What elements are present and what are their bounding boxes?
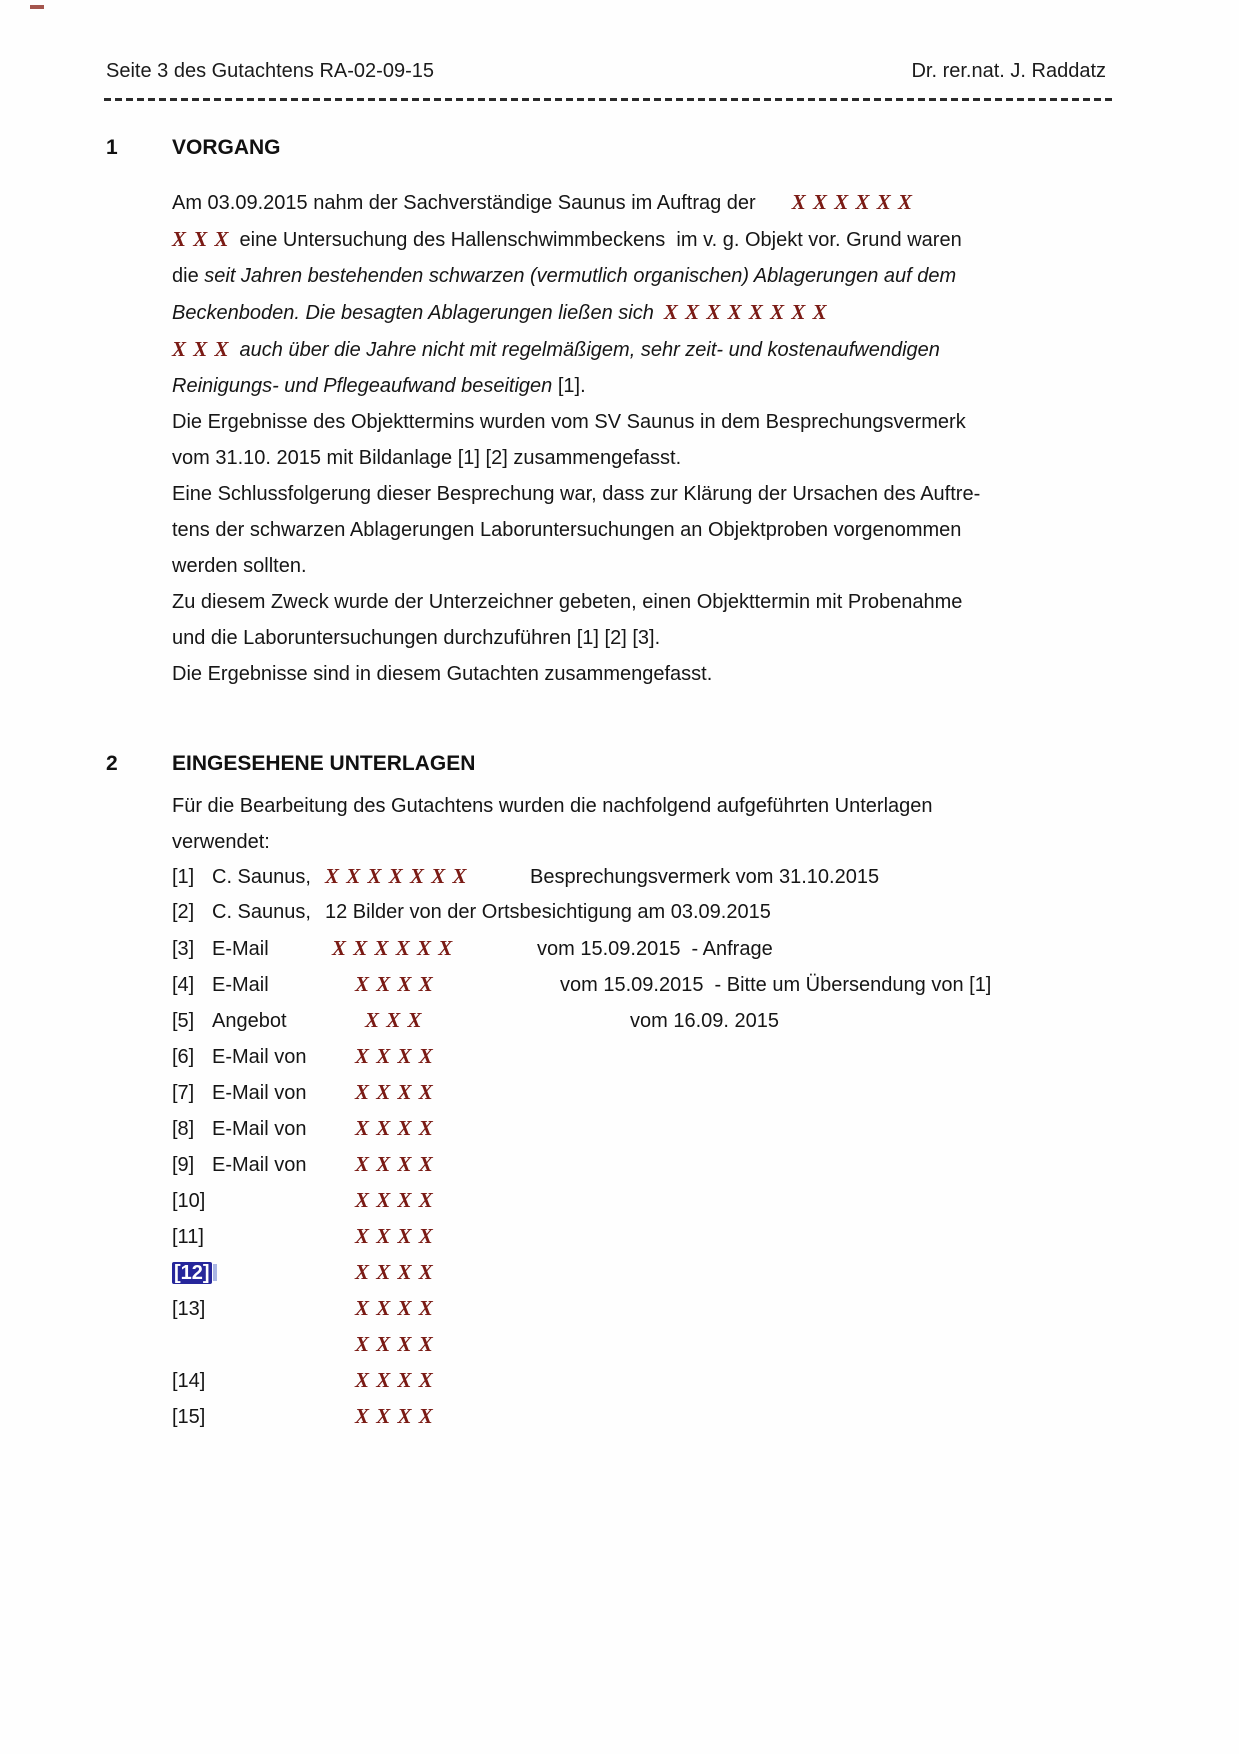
list-label: C. Saunus, [212,901,311,923]
list-ref: [10] [172,1190,206,1212]
list-ref: [1] [172,866,195,888]
list-ref: [11] [172,1226,204,1248]
list-label: E-Mail [212,974,269,996]
list-item [172,930,1072,966]
list-item [172,1146,1072,1182]
redaction: X X X X [355,1080,434,1104]
text-run-italic: auch über die Jahre nicht mit regelmäßigem, sehr zeit- und kostenaufwendigen [239,339,940,361]
list-ref: [15] [172,1406,206,1428]
scan-artifact [30,5,44,9]
paragraph-line: vom 31.10. 2015 mit Bildanlage [1] [2] zusammengefasst. [172,447,682,469]
list-ref: [9] [172,1154,195,1176]
section-number: 1 [106,136,118,159]
paragraph-line [172,331,1002,368]
redaction: X X X X [355,1116,434,1140]
text-run-italic: seit Jahren bestehenden schwarzen (vermutlich organischen) Ablagerungen auf dem [204,265,957,287]
list-item [172,1002,1072,1038]
list-ref: [4] [172,974,195,996]
redaction: X X X X [355,1260,434,1284]
list-label: E-Mail von [212,1082,307,1104]
redaction: X X X X X X X X [663,300,828,324]
text-run-italic: Reinigungs- und Pflegeaufwand beseitigen [172,375,553,397]
header-author: Dr. rer.nat. J. Raddatz [911,60,1106,82]
redaction: X X X X [355,1152,434,1176]
section-title: EINGESEHENE UNTERLAGEN [172,752,476,775]
redaction: X X X X [355,1404,434,1428]
list-desc: vom 15.09.2015 - Bitte um Übersendung von [1] [560,974,992,996]
section-number: 2 [106,752,118,775]
selection-artifact [213,1264,217,1281]
redaction: X X X [365,1008,423,1032]
list-item [172,1398,1072,1434]
page-header [106,60,1106,83]
text-run: Am 03.09.2015 nahm der Sachverständige Saunus im Auftrag der [172,192,756,214]
list-label: E-Mail von [212,1046,307,1068]
list-item [172,1110,1072,1146]
paragraph-line [172,368,1002,404]
list-desc: vom 15.09.2015 - Anfrage [537,938,773,960]
list-ref: [13] [172,1298,206,1320]
list-label: E-Mail [212,938,269,960]
paragraph-line: verwendet: [172,831,270,853]
list-item [172,1290,1072,1326]
list-ref: [7] [172,1082,195,1104]
list-item [172,1182,1072,1218]
list-item [172,1362,1072,1398]
paragraph-line: Die Ergebnisse sind in diesem Gutachten zusammengefasst. [172,663,713,685]
redaction: X X X [172,337,230,361]
paragraph-line [172,258,1002,294]
redaction: X X X X X X [332,936,454,960]
redaction: X X X X [355,1188,434,1212]
redaction: X X X [172,227,230,251]
list-item [172,1038,1072,1074]
list-label: Angebot [212,1010,287,1032]
list-desc: 12 Bilder von der Ortsbesichtigung am 03.09.2015 [325,901,771,923]
list-label: E-Mail von [212,1154,307,1176]
list-item [172,1326,1072,1362]
list-item [172,1218,1072,1254]
list-ref: [8] [172,1118,195,1140]
paragraph-line: Zu diesem Zweck wurde der Unterzeichner gebeten, einen Objekttermin mit Probenahme [172,591,963,613]
list-ref: [14] [172,1370,206,1392]
list-item [172,858,1072,894]
redaction: X X X X X X X [325,864,468,888]
paragraph-line: Eine Schlussfolgerung dieser Besprechung war, dass zur Klärung der Ursachen des Auftre- [172,483,981,505]
list-item [172,966,1072,1002]
section-2-intro [172,788,1002,860]
paragraph-line: tens der schwarzen Ablagerungen Laboruntersuchungen an Objektproben vorgenommen [172,519,962,541]
section-1-body [172,184,1002,692]
list-item [172,1254,1072,1290]
redaction: X X X X [355,1296,434,1320]
list-desc: Besprechungsvermerk vom 31.10.2015 [530,866,880,888]
section-title: VORGANG [172,136,281,159]
text-run: die [172,265,205,287]
document-list [172,858,1072,1434]
list-ref: [3] [172,938,195,960]
paragraph-line: und die Laboruntersuchungen durchzuführen [1] [2] [3]. [172,627,661,649]
text-run: [1]. [552,375,586,397]
redaction: X X X X X X [791,190,913,214]
redaction: X X X X [355,1332,434,1356]
list-desc: vom 16.09. 2015 [630,1010,779,1032]
text-run-italic: Beckenboden. Die besagten Ablagerungen ließen sich [172,302,654,324]
paragraph-line: Für die Bearbeitung des Gutachtens wurden die nachfolgend aufgeführten Unterlagen [172,795,933,817]
paragraph-line [172,184,1002,221]
list-item [172,1074,1072,1110]
list-label: C. Saunus, [212,866,311,888]
section-2-heading [106,752,475,776]
paragraph-line [172,221,1002,258]
redaction: X X X X [355,1224,434,1248]
paragraph-line [172,294,1002,331]
redaction: X X X X [355,972,434,996]
list-ref: [2] [172,901,195,923]
text-run: eine Untersuchung des Hallenschwimmbeckens im v. g. Objekt vor. Grund waren [239,229,962,251]
paragraph-line: Die Ergebnisse des Objekttermins wurden vom SV Saunus in dem Besprechungsvermerk [172,411,966,433]
list-ref: [6] [172,1046,195,1068]
list-ref: [5] [172,1010,195,1032]
list-item [172,894,1072,930]
header-divider [104,98,1114,101]
selection-highlight: [12] [174,1262,210,1284]
header-page-label: Seite 3 des Gutachtens RA-02-09-15 [106,60,434,82]
section-1-heading [106,136,281,160]
list-label: E-Mail von [212,1118,307,1140]
redaction: X X X X [355,1368,434,1392]
redaction: X X X X [355,1044,434,1068]
paragraph-line: werden sollten. [172,555,307,577]
